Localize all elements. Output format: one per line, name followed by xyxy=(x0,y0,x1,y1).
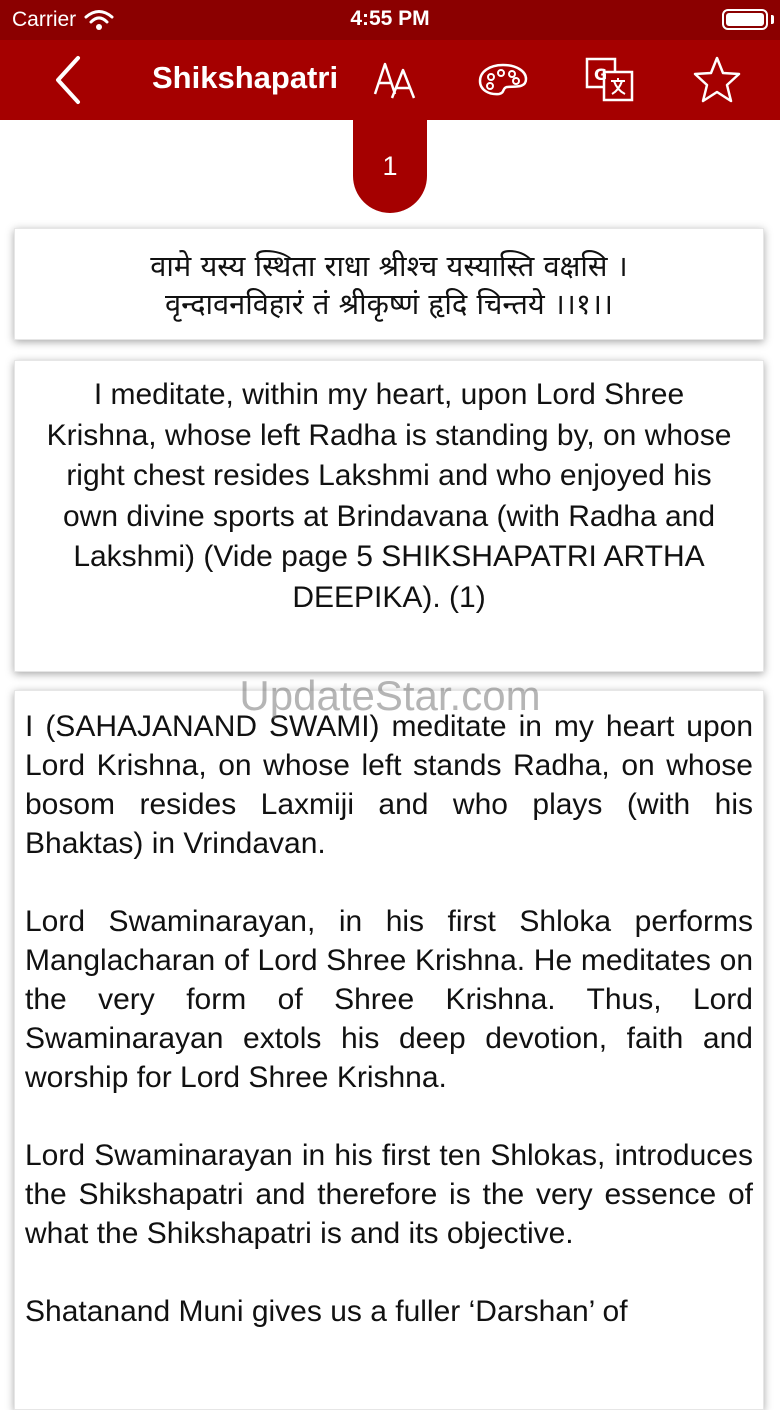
font-size-icon xyxy=(370,54,422,106)
sanskrit-line-2: वृन्दावनविहारं तं श्रीकृष्णं हृदि चिन्तये ।।१।। xyxy=(165,287,613,321)
commentary-paragraph: Shatanand Muni gives us a fuller ‘Darshan’ of xyxy=(25,1295,628,1328)
status-time: 4:55 PM xyxy=(350,7,430,30)
svg-text:G: G xyxy=(594,65,608,84)
commentary-card xyxy=(14,690,764,1410)
theme-button[interactable] xyxy=(477,54,529,106)
translate-icon xyxy=(584,54,636,106)
commentary-paragraph: I (SAHAJANAND SWAMI) meditate in my heart upon Lord Krishna, on whose left stands Radha, on whose bosom resides Laxmiji and who plays (with his Bhaktas) in Vrindavan. xyxy=(25,710,753,860)
translation-text-continued: Lakshmi) (Vide page 5 SHIKSHAPATRI ARTHA DEEPIKA). (1) xyxy=(73,540,705,614)
favorite-button[interactable] xyxy=(691,54,743,106)
palette-icon xyxy=(477,54,529,106)
watermark: UpdateStar.com xyxy=(239,672,541,719)
page-title: Shikshapatri xyxy=(152,60,339,95)
star-icon xyxy=(691,54,743,106)
battery-icon xyxy=(722,9,768,30)
translation-text: I meditate, within my heart, upon Lord Shree Krishna, whose left Radha is standing by, on whose right chest resides Lakshmi and who enjoyed his own divine sports at Brindavana (with Radha and xyxy=(46,378,732,533)
battery-cap xyxy=(771,15,774,24)
verse-number-badge: 1 xyxy=(353,120,427,213)
translation-card xyxy=(14,360,764,672)
translate-button[interactable] xyxy=(584,54,636,106)
sanskrit-card xyxy=(14,228,764,340)
nav-bar xyxy=(0,40,780,120)
commentary-paragraph: Lord Swaminarayan in his first ten Shlokas, introduces the Shikshapatri and therefore is the very essence of what the Shikshapatri is and its objective. xyxy=(25,1139,753,1250)
font-size-button[interactable] xyxy=(370,54,422,106)
chevron-left-icon xyxy=(50,52,90,108)
back-button[interactable] xyxy=(50,52,90,108)
sanskrit-line-1: वामे यस्य स्थिता राधा श्रीश्च यस्यास्ति वक्षसि । xyxy=(150,249,628,283)
commentary-paragraph: Lord Swaminarayan, in his first Shloka performs Manglacharan of Lord Shree Krishna. He meditates on the very form of Shree Krishna. Thus, Lord Swaminarayan extols his deep devotion, faith and worship for Lord Shree Krishna. xyxy=(25,905,753,1094)
status-bar xyxy=(0,0,780,40)
carrier-label: Carrier xyxy=(12,8,77,31)
